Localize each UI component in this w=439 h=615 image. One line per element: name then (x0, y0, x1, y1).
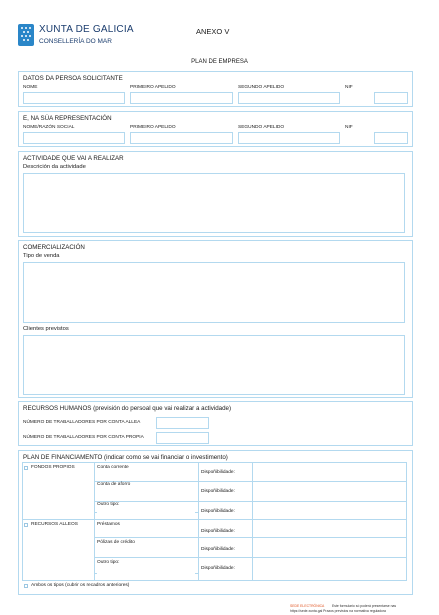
external-resources-label: RECURSOS ALLEOS (31, 522, 78, 527)
activity-description-label: Descrición da actividade (23, 164, 86, 170)
credit-policies-label: Pólizas de crédito (97, 540, 135, 545)
other-type-2-availability-field[interactable] (253, 561, 403, 573)
current-account-availability-label: Dispoñibilidade: (201, 470, 235, 475)
document-title: PLAN DE EMPRESA (191, 59, 248, 65)
activity-section (18, 151, 413, 237)
representative-surname1-label: PRIMEIRO APELIDO (130, 125, 176, 130)
representative-surname1-field[interactable] (130, 132, 233, 144)
activity-section-title: ACTIVIDADE QUE VAI A REALIZAR (23, 155, 124, 162)
other-type-1-label: Outro tipo: (97, 502, 120, 507)
applicant-surname1-field[interactable] (130, 92, 233, 104)
applicant-name-label: NOME (23, 85, 38, 90)
current-account-availability-field[interactable] (253, 466, 403, 478)
other-type-2-label: Outro tipo: (97, 560, 120, 565)
applicant-surname2-field[interactable] (238, 92, 340, 104)
other-type-1-availability-label: Dispoñibilidade: (201, 509, 235, 514)
activity-description-field[interactable] (23, 173, 405, 233)
footer-text-2: https://sede.xunta.gal Prazos previstos na normativa reguladora (290, 609, 386, 613)
commercialization-section-title: COMERCIALIZACIÓN (23, 244, 85, 251)
representative-surname2-field[interactable] (238, 132, 340, 144)
self-employed-workers-label: NÚMERO DE TRABALLADORES POR CONTA PROPIA (23, 435, 144, 440)
current-account-label: Conta corrente (97, 465, 129, 470)
loans-availability-label: Dispoñibilidade: (201, 529, 235, 534)
savings-account-availability-label: Dispoñibilidade: (201, 489, 235, 494)
own-funds-checkbox[interactable] (24, 466, 28, 470)
representative-surname2-label: SEGUNDO APELIDO (238, 125, 285, 130)
other-type-1-availability-field[interactable] (253, 504, 403, 516)
other-type-2-availability-label: Dispoñibilidade: (201, 566, 235, 571)
human-resources-section (18, 401, 413, 446)
department-name: CONSELLERÍA DO MAR (39, 38, 112, 45)
representative-nif-label: NIF (345, 125, 353, 130)
applicant-nif-field[interactable] (374, 92, 408, 104)
financing-section-title: PLAN DE FINANCIAMENTO (indicar como se vai financiar o investimento) (23, 454, 228, 461)
savings-account-availability-field[interactable] (253, 484, 403, 496)
external-resources-checkbox[interactable] (24, 523, 28, 527)
commercialization-section (18, 240, 413, 398)
representative-section-title: E, NA SÚA REPRESENTACIÓN (23, 115, 112, 122)
credit-policies-availability-field[interactable] (253, 542, 403, 554)
applicant-surname1-label: PRIMEIRO APELIDO (130, 85, 176, 90)
xunta-logo-icon (18, 24, 34, 46)
applicant-surname2-label: SEGUNDO APELIDO (238, 85, 285, 90)
sales-type-label: Tipo de venda (23, 253, 60, 259)
both-types-checkbox[interactable] (24, 584, 28, 588)
credit-policies-availability-label: Dispoñibilidade: (201, 547, 235, 552)
expected-customers-label: Clientes previstos (23, 326, 69, 332)
loans-availability-field[interactable] (253, 524, 403, 536)
both-types-label: Ambos os tipos (cubrir os recadros anteriores) (31, 583, 130, 588)
external-workers-field[interactable] (156, 417, 209, 429)
other-type-1-field[interactable] (97, 508, 195, 517)
applicant-section-title: DATOS DA PERSOA SOLICITANTE (23, 75, 123, 82)
representative-name-field[interactable] (23, 132, 125, 144)
applicant-name-field[interactable] (23, 92, 125, 104)
external-workers-label: NÚMERO DE TRABALLADORES POR CONTA ALLEA (23, 420, 141, 425)
human-resources-section-title: RECURSOS HUMANOS (previsión do persoal que vai realizar a actividade) (23, 405, 232, 412)
savings-account-label: Conta de aforro (97, 482, 131, 487)
applicant-nif-label: NIF (345, 85, 353, 90)
sales-type-field[interactable] (23, 262, 405, 323)
other-type-2-field[interactable] (97, 566, 195, 575)
self-employed-workers-field[interactable] (156, 432, 209, 444)
representative-nif-field[interactable] (374, 132, 408, 144)
applicant-section (18, 71, 413, 107)
representative-name-label: NOME/RAZÓN SOCIAL (23, 125, 75, 130)
footer-text: Este formulario só poderá presentarse nas (332, 604, 397, 608)
loans-label: Préstamos (97, 522, 120, 527)
representative-section (18, 111, 413, 147)
sede-electronica-logo: SEDE ELECTRÓNICA (290, 604, 325, 608)
org-name: XUNTA DE GALICIA (39, 24, 134, 35)
own-funds-label: FONDOS PROPIOS (31, 465, 75, 470)
expected-customers-field[interactable] (23, 335, 405, 395)
annex-label: ANEXO V (196, 27, 230, 36)
